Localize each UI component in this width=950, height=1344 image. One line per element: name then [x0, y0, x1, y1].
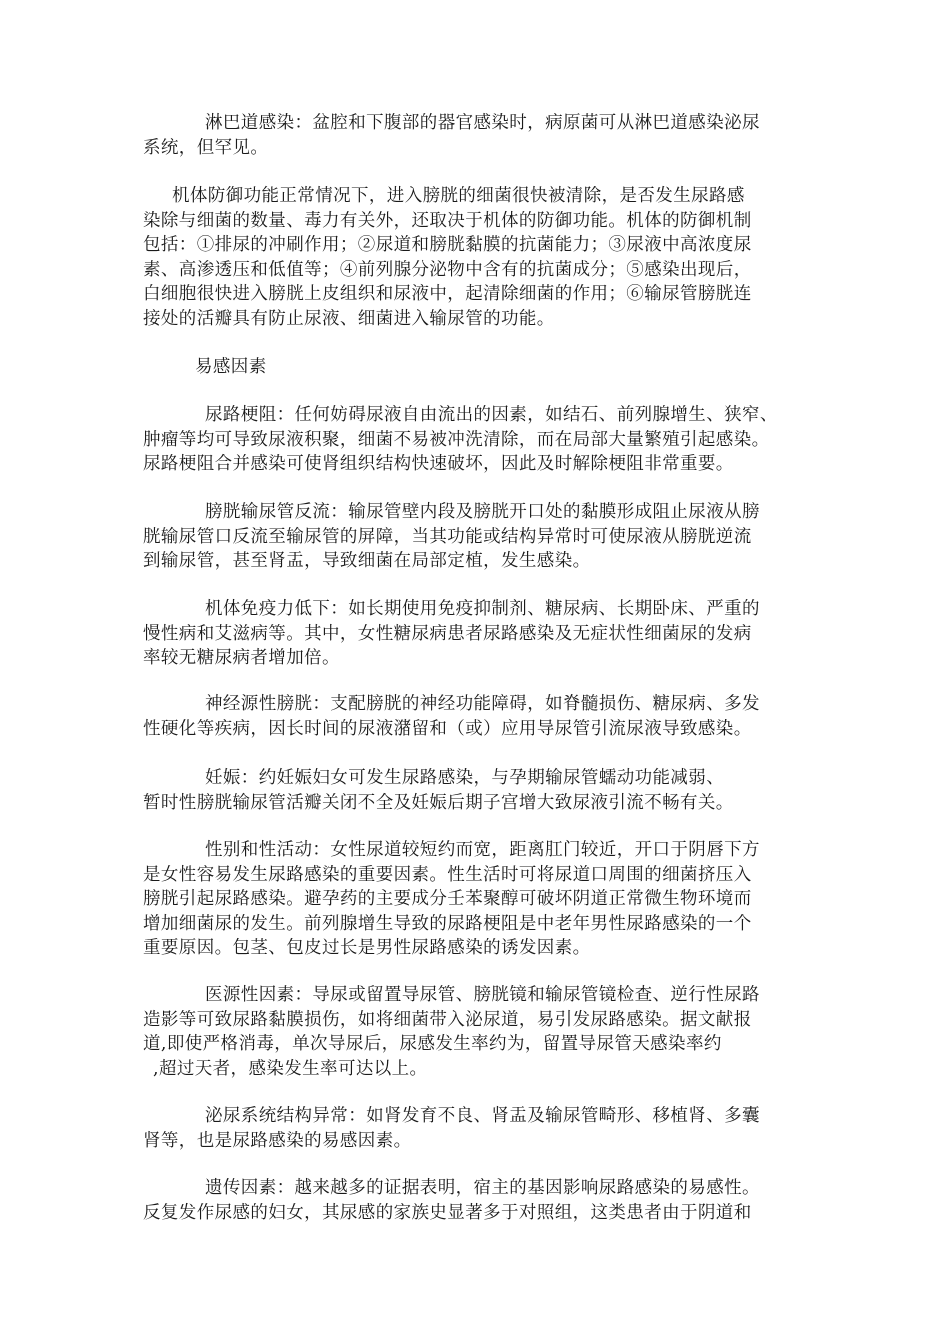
text-line: 染除与细菌的数量、毒力有关外，还取决于机体的防御功能。机体的防御机制	[143, 210, 752, 231]
text-line: 到输尿管，甚至肾盂，导致细菌在局部定植，发生感染。	[143, 551, 591, 571]
text-line: 妊娠：约妊娠妇女可发生尿路感染，与孕期输尿管蠕动功能减弱、	[205, 768, 725, 788]
paragraph-host-defense	[143, 184, 823, 331]
text-line: 肾等，也是尿路感染的易感因素。	[143, 1130, 412, 1151]
text-line: 反复发作尿感的妇女，其尿感的家族史显著多于对照组，这类患者由于阴道和	[143, 1202, 752, 1223]
text-line: 重要原因。包茎、包皮过长是男性尿路感染的诱发因素。	[143, 938, 591, 958]
text-line: 暂时性膀胱输尿管活瓣关闭不全及妊娠后期子宫增大致尿液引流不畅有关。	[143, 792, 734, 813]
paragraph-sex-activity	[143, 838, 823, 961]
text-line: 性别和性活动：女性尿道较短约而宽，距离肛门较近，开口于阴唇下方	[205, 840, 760, 860]
text-line: 包括：①排尿的冲刷作用；②尿道和膀胱黏膜的抗菌能力；③尿液中高浓度尿	[143, 235, 752, 255]
text-line: 系统，但罕见。	[143, 137, 269, 158]
text-line: 机体防御功能正常情况下，进入膀胱的细菌很快被清除，是否发生尿路感	[172, 186, 745, 206]
text-line: 膀胱引起尿路感染。避孕药的主要成分壬苯聚醇可破坏阴道正常微生物环境而	[143, 889, 752, 909]
text-line: 遗传因素：越来越多的证据表明，宿主的基因影响尿路感染的易感性。	[205, 1178, 760, 1198]
text-line: 是女性容易发生尿路感染的重要因素。性生活时可将尿道口周围的细菌挤压入	[143, 864, 752, 885]
paragraph-pregnancy	[143, 766, 823, 815]
text-line: 泌尿系统结构异常：如肾发育不良、肾盂及输尿管畸形、移植肾、多囊	[205, 1106, 760, 1126]
text-line: 肿瘤等均可导致尿液积聚，细菌不易被冲洗清除，而在局部大量繁殖引起感染。	[143, 429, 770, 450]
paragraph-iatrogenic	[143, 983, 823, 1081]
text-line: 膀胱输尿管反流：输尿管壁内段及膀胱开口处的黏膜形成阻止尿液从膀	[205, 502, 760, 522]
text-line: 造影等可致尿路黏膜损伤，如将细菌带入泌尿道，易引发尿路感染。据文献报	[143, 1009, 752, 1030]
text-line: 神经源性膀胱：支配膀胱的神经功能障碍，如脊髓损伤、糖尿病、多发	[205, 694, 760, 714]
paragraph-neurogenic-bladder	[143, 692, 823, 741]
paragraph-vesicoureteral-reflux	[143, 500, 823, 574]
text-line: 道,即使严格消毒，单次导尿后，尿感发生率约为，留置导尿管天感染率约	[143, 1034, 722, 1054]
text-line: 素、高渗透压和低值等；④前列腺分泌物中含有的抗菌成分；⑤感染出现后，	[143, 259, 752, 280]
text-line: 增加细菌尿的发生。前列腺增生导致的尿路梗阻是中老年男性尿路感染的一个	[143, 913, 752, 934]
text-line: 胱输尿管口反流至输尿管的屏障，当其功能或结构异常时可使尿液从膀胱逆流	[143, 526, 752, 547]
paragraph-urinary-obstruction	[143, 403, 823, 477]
text-line: 尿路梗阻：任何妨碍尿液自由流出的因素，如结石、前列腺增生、狭窄、	[205, 405, 778, 425]
text-line: 白细胞很快进入膀胱上皮组织和尿液中，起清除细菌的作用；⑥输尿管膀胱连	[143, 284, 752, 304]
paragraph-lymphatic-infection	[143, 111, 823, 160]
paragraph-structural-abnormality	[143, 1104, 823, 1153]
text-line: 性硬化等疾病，因长时间的尿液潴留和（或）应用导尿管引流尿液导致感染。	[143, 718, 752, 739]
paragraph-genetic-factors	[143, 1176, 823, 1225]
text-line: 医源性因素：导尿或留置导尿管、膀胱镜和输尿管镜检查、逆行性尿路	[205, 985, 760, 1005]
section-heading-text: 易感因素	[195, 357, 267, 377]
text-line: 机体免疫力低下：如长期使用免疫抑制剂、糖尿病、长期卧床、严重的	[205, 599, 760, 619]
text-line: 尿路梗阻合并感染可使肾组织结构快速破坏，因此及时解除梗阻非常重要。	[143, 454, 734, 474]
paragraph-low-immunity	[143, 597, 823, 671]
text-line: ,超过天者，感染发生率可达以上。	[153, 1058, 428, 1079]
section-heading-susceptibility	[143, 355, 823, 380]
text-line: 接处的活瓣具有防止尿液、细菌进入输尿管的功能。	[143, 308, 555, 329]
text-line: 慢性病和艾滋病等。其中，女性糖尿病患者尿路感染及无症状性细菌尿的发病	[143, 623, 752, 644]
text-line: 率较无糖尿病者增加倍。	[143, 648, 340, 668]
text-line: 淋巴道感染：盆腔和下腹部的器官感染时，病原菌可从淋巴道感染泌尿	[205, 113, 760, 133]
